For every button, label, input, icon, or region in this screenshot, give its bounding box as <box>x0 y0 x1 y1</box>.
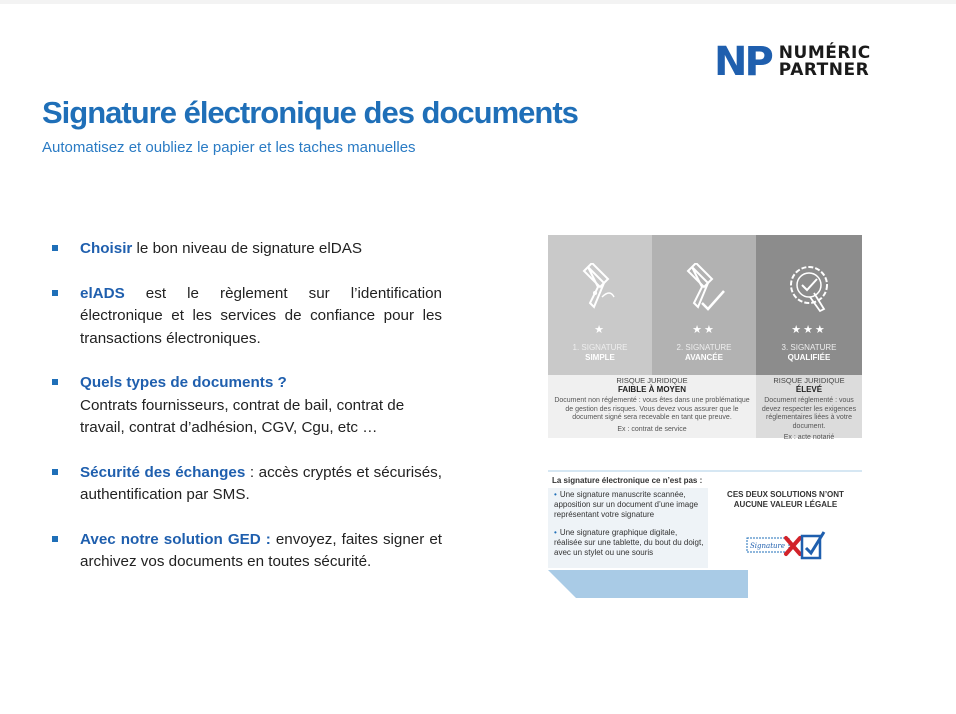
logo-mark: NP <box>714 39 771 85</box>
risk-heading: RISQUE JURIDIQUE <box>773 376 845 385</box>
pen-nib-icon <box>580 263 620 313</box>
not-signature-heading: La signature électronique ce n’est pas : <box>552 476 703 485</box>
bullet-item <box>50 238 442 261</box>
brand-logo <box>714 39 871 85</box>
seal-pen-icon <box>784 263 834 313</box>
bullet-square-icon <box>52 469 58 475</box>
level-stars: ★★ <box>692 324 716 336</box>
risk-level: FAIBLE À MOYEN <box>617 384 686 394</box>
bullet-keyword: elADS <box>80 284 125 302</box>
bullet-text: : accès cryptés et sécurisés, authentification par SMS. <box>80 463 442 503</box>
bullet-item <box>50 462 442 507</box>
risk-example: Ex : contrat de service <box>617 425 687 433</box>
not-signature-item: • Une signature manuscrite scannée, apposition sur un document d’une image représentant votre signature <box>554 490 699 519</box>
bullet-list <box>50 238 442 596</box>
not-signature-infographic <box>548 470 862 598</box>
bullet-square-icon <box>52 245 58 251</box>
risk-heading: RISQUE JURIDIQUE <box>616 376 688 385</box>
not-signature-item: • Une signature graphique digitale, réalisée sur une tablette, du bout du doigt, avec un stylet ou une souris <box>554 528 704 557</box>
level-stars: ★★★ <box>791 324 827 336</box>
level-advanced <box>652 235 756 375</box>
pen-check-icon <box>682 263 726 313</box>
bullet-item <box>50 372 442 440</box>
risk-level: ÉLEVÉ <box>795 384 823 394</box>
level-stars: ★ <box>594 324 606 336</box>
svg-text:Signature: Signature <box>750 542 786 550</box>
bullet-text: le bon niveau de signature elDAS <box>132 240 362 257</box>
logo-line-2: PARTNER <box>778 60 870 80</box>
bullet-square-icon <box>52 379 58 385</box>
risk-description: Document réglementé : vous devez respecter les exigences réglementaires liées à votre document. <box>761 397 857 430</box>
bullet-text: est le règlement sur l’identification électronique et les services de confiance pour les transactions électroniques. <box>80 284 442 347</box>
page-subtitle: Automatisez et oubliez le papier et les taches manuelles <box>42 139 416 156</box>
crossed-signature-icon <box>746 528 826 569</box>
page-title: Signature électronique des documents <box>42 95 578 130</box>
signature-levels-infographic <box>548 235 862 441</box>
bullet-keyword: Avec notre solution GED : <box>80 530 271 548</box>
bullet-keyword: Sécurité des échanges <box>80 463 246 481</box>
bullet-keyword: Quels types de documents ? <box>80 374 287 391</box>
logo-wordmark <box>779 45 871 79</box>
bullet-square-icon <box>52 290 58 296</box>
blue-band-decoration <box>548 570 862 598</box>
level-simple <box>548 235 652 375</box>
no-legal-value-text: CES DEUX SOLUTIONS N’ONT AUCUNE VALEUR LÉGALE <box>727 490 844 509</box>
top-border <box>0 0 956 4</box>
level-qualified <box>756 235 862 375</box>
bullet-item <box>50 529 442 574</box>
level-label: 2. SIGNATURE AVANCÉE <box>676 343 732 362</box>
bullet-text: Contrats fournisseurs, contrat de bail, contrat de travail, contrat d’adhésion, CGV, Cgu, etc … <box>80 396 405 436</box>
bullet-square-icon <box>52 536 58 542</box>
bullet-text: envoyez, faites signer et archivez vos documents en toutes sécurité. <box>80 530 442 570</box>
risk-description: Document non réglementé : vous êtes dans une problématique de gestion des risques. Vous devez vous assurer que le document signé sera recevable en tant que preuve. <box>554 397 750 421</box>
bullet-item <box>50 283 442 351</box>
risk-low-block <box>554 377 750 434</box>
risk-example: Ex : acte notarié <box>783 434 835 441</box>
risk-high-block <box>760 377 858 443</box>
divider <box>548 470 862 472</box>
level-label: 3. SIGNATURE QUALIFIÉE <box>781 343 837 362</box>
level-label: 1. SIGNATURE SIMPLE <box>572 343 628 362</box>
bullet-keyword: Choisir <box>80 240 133 257</box>
logo-line-1: NUMÉRIC <box>778 43 871 63</box>
